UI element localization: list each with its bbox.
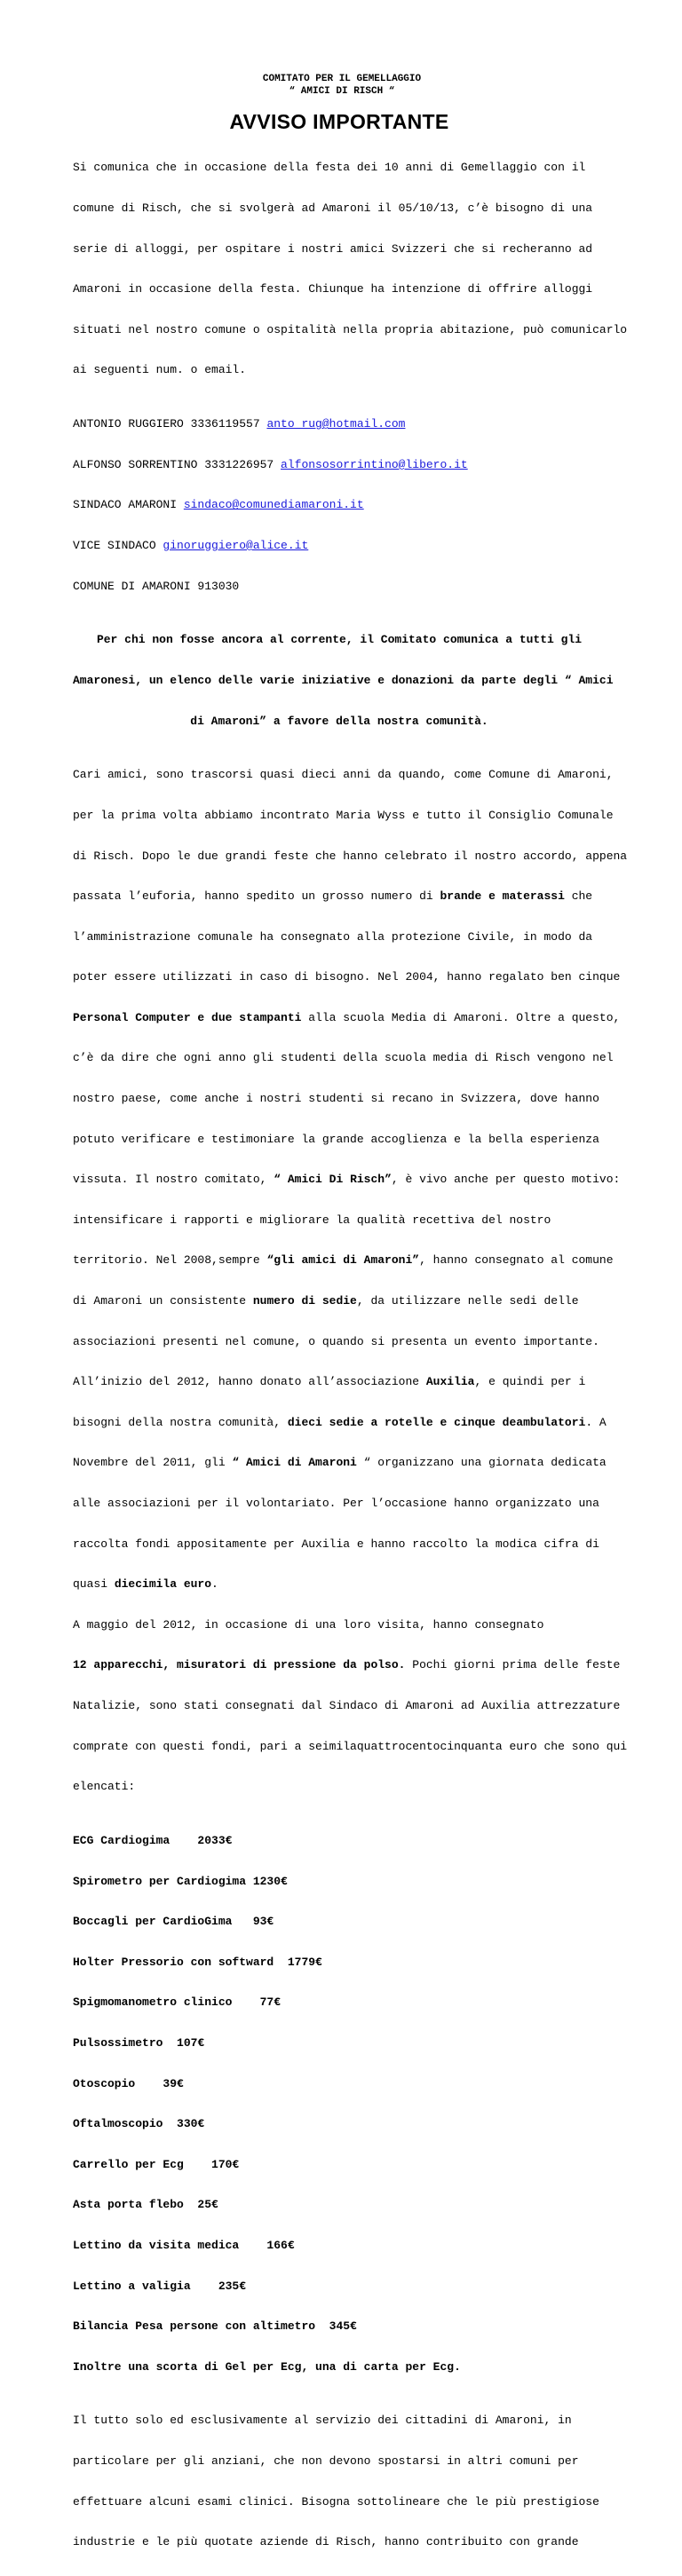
- contact-line: ANTONIO RUGGIERO 3336119557 anto_rug@hotmail.com: [73, 417, 406, 431]
- equipment-item: Carrello per Ecg 170€: [73, 2157, 240, 2171]
- notice-line: di Amaroni” a favore della nostra comunità.: [190, 714, 488, 728]
- equipment-item: Inoltre una scorta di Gel per Ecg, una di carta per Ecg.: [73, 2359, 461, 2374]
- body-line: passata l’euforia, hanno spedito un grosso numero di brande e materassi che: [73, 889, 593, 904]
- closing-line: particolare per gli anziani, che non devono spostarsi in altri comuni per: [73, 2454, 579, 2469]
- page-title: AVVISO IMPORTANTE: [229, 110, 449, 133]
- body-line: vissuta. Il nostro comitato, “ Amici Di Risch”, è vivo anche per questo motivo:: [73, 1173, 621, 1187]
- equipment-item: Oftalmoscopio 330€: [73, 2117, 205, 2131]
- body-line: poter essere utilizzati in caso di bisogno. Nel 2004, hanno regalato ben cinque: [73, 970, 621, 984]
- intro-line: comune di Risch, che si svolgerà ad Amaroni il 05/10/13, c’è bisogno di una: [73, 201, 593, 215]
- committee-subtitle: “ AMICI DI RISCH “: [289, 86, 395, 97]
- equipment-item: Otoscopio 39€: [73, 2076, 184, 2090]
- body-line: intensificare i rapporti e migliorare la qualità recettiva del nostro: [73, 1213, 551, 1227]
- body-line: l’amministrazione comunale ha consegnato alla protezione Civile, in modo da: [73, 929, 593, 944]
- body-line: 12 apparecchi, misuratori di pressione da polso. Pochi giorni prima delle feste: [73, 1658, 621, 1672]
- body-line: raccolta fondi appositamente per Auxilia e hanno raccolto la modica cifra di: [73, 1537, 599, 1551]
- body-line: nostro paese, come anche i nostri studenti si recano in Svizzera, dove hanno: [73, 1092, 599, 1106]
- body-line: bisogni della nostra comunità, dieci sedie a rotelle e cinque deambulatori. A: [73, 1415, 607, 1429]
- body-line: territorio. Nel 2008,sempre “gli amici di Amaroni”, hanno consegnato al comune: [73, 1253, 614, 1268]
- body-line: alle associazioni per il volontariato. Per l’occasione hanno organizzato una: [73, 1497, 599, 1511]
- body-line: c’è da dire che ogni anno gli studenti della scuola media di Risch vengono nel: [73, 1051, 614, 1065]
- notice-line: Per chi non fosse ancora al corrente, il Comitato comunica a tutti gli: [96, 633, 583, 647]
- body-line: Natalizie, sono stati consegnati dal Sindaco di Amaroni ad Auxilia attrezzature: [73, 1698, 621, 1712]
- equipment-item: Bilancia Pesa persone con altimetro 345€: [73, 2319, 357, 2334]
- equipment-item: Pulsossimetro 107€: [73, 2035, 205, 2050]
- body-line: per la prima volta abbiamo incontrato Maria Wyss e tutto il Consiglio Comunale: [73, 808, 614, 822]
- committee-name: COMITATO PER IL GEMELLAGGIO: [262, 74, 422, 84]
- equipment-item: ECG Cardiogima 2033€: [73, 1833, 233, 1847]
- document-body: [73, 134, 628, 2576]
- closing-line: industrie e le più quotate aziende di Risch, hanno contribuito con grande: [73, 2535, 579, 2549]
- equipment-item: Spigmomanometro clinico 77€: [73, 1995, 282, 2010]
- notice-line: Amaronesi, un elenco delle varie iniziative e donazioni da parte degli “ Amici: [73, 673, 614, 687]
- email-link[interactable]: ginoruggiero@alice.it: [163, 538, 309, 552]
- intro-line: situati nel nostro comune o ospitalità nella propria abitazione, può comunicarlo: [73, 322, 628, 336]
- email-link[interactable]: anto_rug@hotmail.com: [266, 417, 406, 431]
- equipment-item: Lettino da visita medica 166€: [73, 2238, 295, 2252]
- closing-line: effettuare alcuni esami clinici. Bisogna sottolineare che le più prestigiose: [73, 2494, 599, 2509]
- body-line: associazioni presenti nel comune, o quando si presenta un evento importante.: [73, 1334, 599, 1348]
- equipment-item: Lettino a valigia 235€: [73, 2279, 247, 2293]
- contact-line: SINDACO AMARONI sindaco@comunediamaroni.it: [73, 498, 364, 512]
- contact-line: COMUNE DI AMARONI 913030: [73, 579, 240, 593]
- equipment-item: Boccagli per CardioGima 93€: [73, 1915, 274, 1929]
- body-line: elencati:: [73, 1780, 136, 1794]
- intro-line: ai seguenti num. o email.: [73, 363, 247, 377]
- body-line: comprate con questi fondi, pari a seimilaquattrocentocinquanta euro che sono qui: [73, 1739, 628, 1753]
- body-line: A maggio del 2012, in occasione di una loro visita, hanno consegnato: [73, 1617, 544, 1632]
- contact-line: VICE SINDACO ginoruggiero@alice.it: [73, 538, 309, 552]
- equipment-item: Spirometro per Cardiogima 1230€: [73, 1874, 288, 1888]
- body-line: di Risch. Dopo le due grandi feste che hanno celebrato il nostro accordo, appena: [73, 849, 628, 863]
- body-line: Personal Computer e due stampanti alla scuola Media di Amaroni. Oltre a questo,: [73, 1010, 621, 1024]
- intro-line: Si comunica che in occasione della festa dei 10 anni di Gemellaggio con il: [73, 161, 586, 175]
- email-link[interactable]: alfonsosorrintino@libero.it: [281, 457, 468, 471]
- intro-line: serie di alloggi, per ospitare i nostri amici Svizzeri che si recheranno ad: [73, 241, 593, 256]
- intro-line: Amaroni in occasione della festa. Chiunque ha intenzione di offrire alloggi: [73, 282, 593, 296]
- body-line: Novembre del 2011, gli “ Amici di Amaroni “ organizzano una giornata dedicata: [73, 1456, 607, 1470]
- contact-line: ALFONSO SORRENTINO 3331226957 alfonsosorrintino@libero.it: [73, 457, 468, 471]
- equipment-item: Holter Pressorio con softward 1779€: [73, 1955, 322, 1969]
- body-line: Cari amici, sono trascorsi quasi dieci anni da quando, come Comune di Amaroni,: [73, 768, 614, 782]
- email-link[interactable]: sindaco@comunediamaroni.it: [183, 498, 364, 512]
- committee-header: [78, 73, 606, 98]
- body-line: potuto verificare e testimoniare la grande accoglienza e la bella esperienza: [73, 1132, 599, 1146]
- body-line: All’inizio del 2012, hanno donato all’associazione Auxilia, e quindi per i: [73, 1375, 586, 1389]
- body-line: di Amaroni un consistente numero di sedie, da utilizzare nelle sedi delle: [73, 1294, 579, 1308]
- body-line: quasi diecimila euro.: [73, 1577, 218, 1592]
- closing-line: Il tutto solo ed esclusivamente al servizio dei cittadini di Amaroni, in: [73, 2414, 572, 2428]
- document-page: [73, 73, 628, 2576]
- equipment-item: Asta porta flebo 25€: [73, 2198, 218, 2212]
